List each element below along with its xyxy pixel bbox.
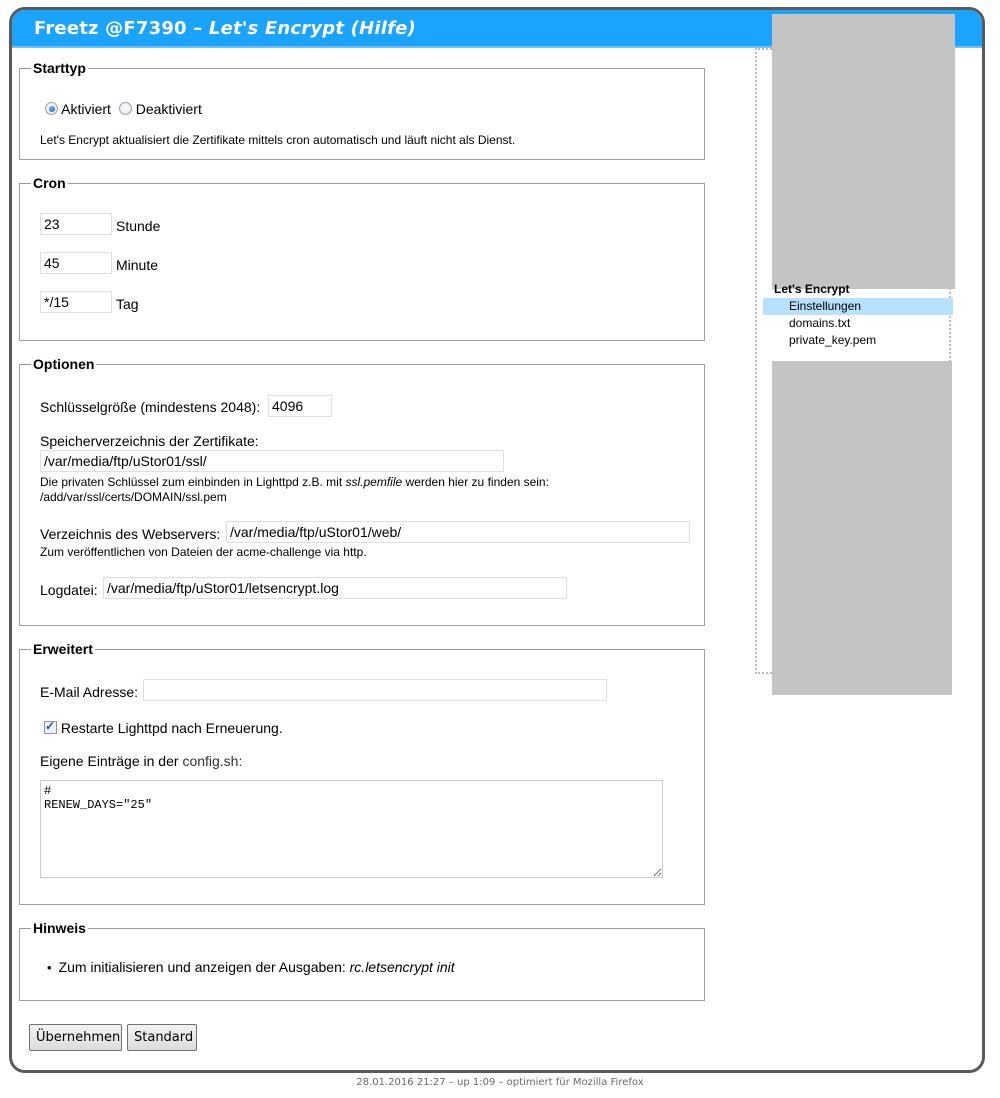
default-button[interactable]: Standard bbox=[127, 1024, 197, 1051]
sidebar-item-domains-txt[interactable]: domains.txt bbox=[789, 316, 851, 330]
cron-minute-label: Minute bbox=[116, 257, 159, 273]
section-legend: Hinweis bbox=[33, 920, 86, 936]
radio-aktiviert[interactable] bbox=[45, 101, 111, 117]
certdir-label: Speicherverzeichnis der Zertifikate: bbox=[40, 433, 259, 449]
hint-emphasis: ssl.pemfile bbox=[345, 475, 403, 489]
hinweis-command: rc.letsencrypt init bbox=[349, 959, 455, 975]
radio-unselected-icon[interactable] bbox=[119, 102, 132, 115]
config-textarea[interactable] bbox=[40, 780, 663, 878]
checkbox-checked-icon[interactable] bbox=[44, 721, 57, 734]
radio-label: Deaktiviert bbox=[135, 101, 202, 117]
config-filename: config.sh bbox=[182, 753, 239, 769]
section-legend: Cron bbox=[33, 175, 66, 191]
title-device: Freetz @F7390 – bbox=[34, 18, 209, 39]
webdir-input[interactable] bbox=[226, 521, 690, 543]
hint-text: Die privaten Schlüssel zum einbinden in Lighttpd z.B. mit bbox=[40, 475, 346, 489]
cron-minute-input[interactable] bbox=[40, 252, 112, 274]
radio-selected-icon[interactable] bbox=[45, 102, 58, 115]
config-label-text: Eigene Einträge in der bbox=[40, 753, 183, 769]
hinweis-item bbox=[47, 959, 455, 975]
certdir-hint-path: /add/var/ssl/certs/DOMAIN/ssl.pem bbox=[40, 490, 227, 504]
starttyp-description: Let's Encrypt aktualisiert die Zertifikate mittels cron automatisch und läuft nicht als Dienst. bbox=[40, 133, 516, 147]
checkbox-label: Restarte Lighttpd nach Erneuerung. bbox=[60, 720, 283, 736]
starttyp-radio-group bbox=[45, 101, 202, 117]
restart-lighttpd-checkbox[interactable] bbox=[44, 720, 283, 736]
logfile-input[interactable] bbox=[103, 577, 567, 599]
cron-day-label: Tag bbox=[116, 296, 139, 312]
sidebar-menu bbox=[763, 281, 953, 349]
sidebar-item-einstellungen[interactable]: Einstellungen bbox=[763, 298, 953, 315]
page-title bbox=[34, 18, 416, 39]
cron-hour-label: Stunde bbox=[116, 218, 161, 234]
section-legend: Starttyp bbox=[33, 60, 86, 76]
footer-status: 28.01.2016 21:27 – up 1:09 – optimiert für Mozilla Firefox bbox=[356, 1077, 644, 1088]
sidebar-placeholder-top bbox=[772, 14, 955, 289]
radio-label: Aktiviert bbox=[61, 101, 111, 117]
certdir-hint bbox=[40, 475, 549, 489]
hinweis-list bbox=[47, 959, 455, 975]
sidebar-section-title: Let's Encrypt bbox=[774, 282, 850, 296]
config-colon: : bbox=[238, 753, 243, 769]
email-label: E-Mail Adresse: bbox=[40, 684, 139, 700]
cron-hour-input[interactable] bbox=[40, 213, 112, 235]
cron-day-input[interactable] bbox=[40, 291, 112, 313]
radio-deaktiviert[interactable] bbox=[119, 101, 202, 117]
keysize-input[interactable] bbox=[268, 395, 332, 417]
email-input[interactable] bbox=[143, 679, 607, 701]
hinweis-text: Zum initialisieren und anzeigen der Ausgaben: bbox=[58, 959, 350, 975]
webdir-hint: Zum veröffentlichen von Dateien der acme-challenge via http. bbox=[40, 545, 367, 559]
section-legend: Erweitert bbox=[33, 641, 93, 657]
sidebar-placeholder-bottom bbox=[772, 361, 952, 695]
logfile-label: Logdatei: bbox=[40, 582, 98, 598]
apply-button[interactable]: Übernehmen bbox=[29, 1024, 122, 1051]
config-label bbox=[40, 753, 242, 769]
keysize-label: Schlüsselgröße (mindestens 2048): bbox=[40, 399, 261, 415]
webdir-label: Verzeichnis des Webservers: bbox=[40, 526, 221, 542]
hint-text: werden hier zu finden sein: bbox=[402, 475, 549, 489]
section-legend: Optionen bbox=[33, 356, 95, 372]
certdir-input[interactable] bbox=[40, 450, 504, 472]
title-page: Let's Encrypt (Hilfe) bbox=[208, 18, 416, 39]
sidebar-item-private-key-pem[interactable]: private_key.pem bbox=[789, 333, 877, 347]
